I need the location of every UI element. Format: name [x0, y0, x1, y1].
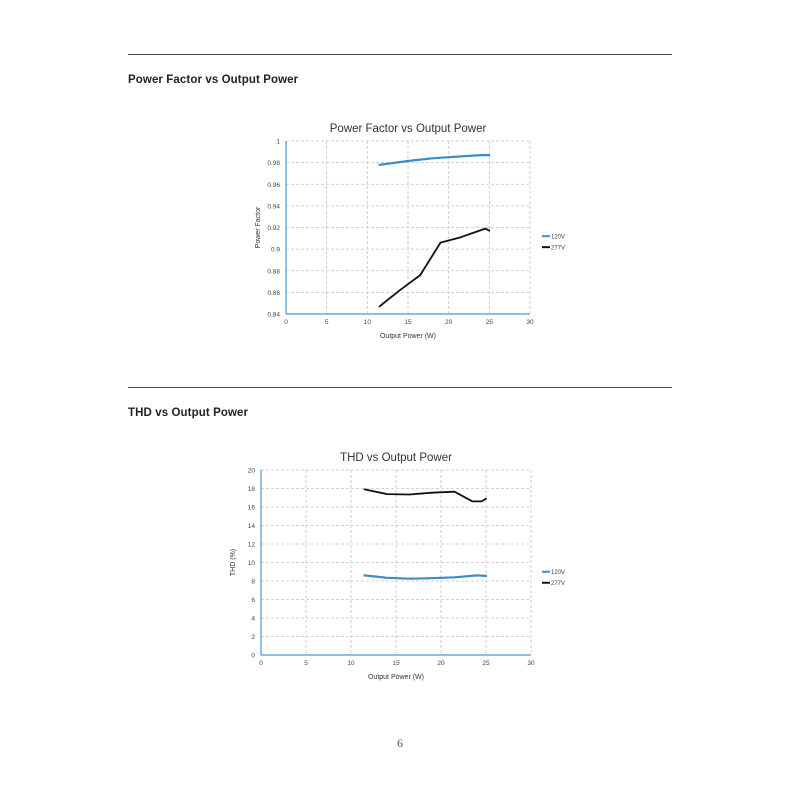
y-axis-title: Power Factor [255, 206, 262, 249]
x-tick-label: 30 [526, 319, 534, 326]
chart-title: Power Factor vs Output Power [329, 123, 487, 135]
y-tick-label: 0.96 [267, 181, 280, 189]
thd-chart [230, 444, 580, 684]
x-tick-label: 5 [304, 660, 308, 667]
y-tick-label: 8 [251, 578, 255, 586]
legend-label: 120V [551, 570, 566, 577]
y-tick-label: 1 [276, 138, 280, 146]
y-tick-label: 6 [251, 597, 255, 604]
section-heading-thd: THD vs Output Power [128, 407, 249, 419]
legend-label: 277V [551, 581, 566, 588]
y-tick-label: 0.86 [267, 289, 280, 297]
x-tick-label: 15 [392, 660, 400, 667]
y-tick-label: 0.94 [267, 203, 280, 211]
x-tick-label: 15 [404, 319, 412, 326]
x-tick-label: 0 [284, 319, 288, 326]
y-axis-title: THD (%) [230, 548, 237, 577]
legend-label: 120V [551, 234, 566, 241]
section-divider-middle [128, 387, 672, 388]
series-line-120v [365, 575, 487, 578]
x-tick-label: 30 [527, 660, 535, 667]
y-tick-label: 0.92 [267, 225, 280, 232]
x-tick-label: 0 [259, 660, 263, 667]
y-tick-label: 0.88 [267, 268, 280, 276]
x-tick-label: 25 [485, 319, 493, 326]
y-tick-label: 10 [247, 560, 255, 567]
y-tick-label: 20 [247, 467, 255, 475]
section-heading-power-factor: Power Factor vs Output Power [128, 74, 299, 86]
legend-label: 277V [551, 245, 566, 252]
y-tick-label: 14 [247, 523, 255, 530]
power-factor-chart [240, 112, 580, 352]
y-tick-label: 0.84 [267, 311, 280, 319]
series-line-120v [380, 155, 490, 165]
x-tick-label: 10 [363, 319, 371, 326]
y-tick-label: 0 [251, 652, 255, 660]
section-divider-top [128, 54, 672, 55]
x-tick-label: 10 [347, 660, 355, 667]
y-tick-label: 0.9 [270, 246, 280, 254]
series-line-277v [365, 489, 487, 501]
x-tick-label: 20 [445, 319, 453, 326]
series-line-277v [380, 229, 490, 307]
chart-title: THD vs Output Power [340, 452, 452, 464]
x-axis-title: Output Power (W) [367, 674, 425, 681]
x-tick-label: 5 [324, 319, 329, 326]
x-axis-title: Output Power (W) [379, 333, 437, 340]
x-tick-label: 20 [437, 660, 445, 667]
page-number: 6 [397, 736, 403, 750]
y-tick-label: 12 [247, 541, 255, 549]
y-tick-label: 18 [247, 486, 255, 493]
x-tick-label: 25 [482, 660, 490, 667]
y-tick-label: 4 [251, 615, 255, 623]
y-tick-label: 2 [251, 634, 255, 641]
y-tick-label: 16 [247, 504, 255, 512]
y-tick-label: 0.98 [267, 160, 280, 168]
